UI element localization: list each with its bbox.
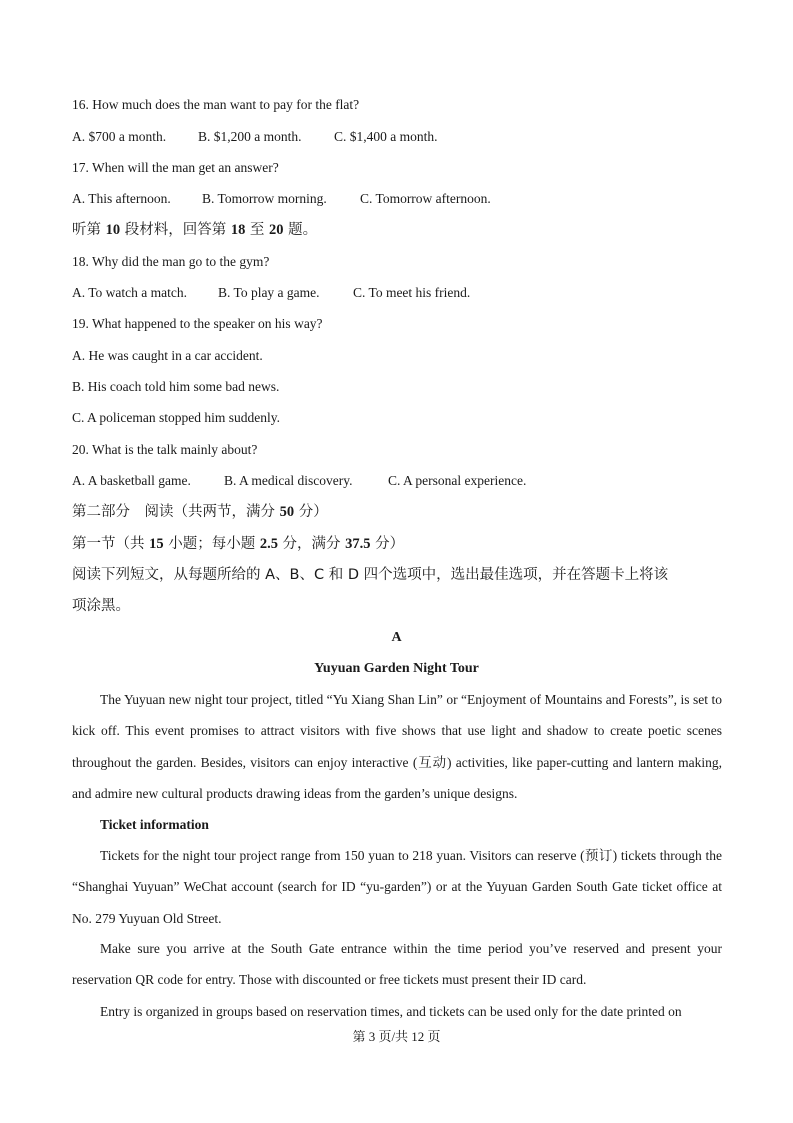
section-intro: 听第 10 段材料，回答第 18 至 20 题。 bbox=[72, 222, 318, 238]
option-b: B. His coach told him some bad news. bbox=[72, 379, 280, 394]
option-c: C. A personal experience. bbox=[388, 473, 527, 488]
question-16-options bbox=[72, 127, 438, 147]
ticket-info-heading: Ticket information bbox=[100, 817, 209, 832]
option-b: B. $1,200 a month. bbox=[198, 129, 302, 144]
question-20: 20. What is the talk mainly about? bbox=[72, 442, 258, 457]
question-16: 16. How much does the man want to pay for the flat? bbox=[72, 97, 360, 112]
page-footer: 第 3 页/共 12 页 bbox=[352, 1029, 441, 1044]
option-c: C. A policeman stopped him suddenly. bbox=[72, 410, 280, 425]
passage-title: Yuyuan Garden Night Tour bbox=[314, 661, 479, 676]
question-20-options bbox=[72, 471, 526, 491]
question-18-options bbox=[72, 283, 470, 303]
passage-letter: A bbox=[391, 630, 402, 645]
section1-heading: 第一节（共 15 小题；每小题 2.5 分，满分 37.5 分） bbox=[72, 536, 405, 552]
passage-paragraph-2: Tickets for the night tour project range from 150 yuan to 218 yuan. Visitors can reserve (预订) tickets through the “Shanghai Yuyuan” WeChat account (search for ID “yu-garden”) or at the Yuyuan Garden South Gate ticket office at No. 279 Yuyuan Old Street. bbox=[72, 848, 722, 926]
option-c: C. To meet his friend. bbox=[353, 285, 471, 300]
option-a: A. This afternoon. bbox=[72, 191, 171, 206]
part2-heading: 第二部分 阅读（共两节，满分 50 分） bbox=[72, 504, 328, 520]
instructions-line-2: 项涂黑。 bbox=[72, 598, 130, 614]
option-b: B. A medical discovery. bbox=[224, 473, 353, 488]
option-a: A. He was caught in a car accident. bbox=[72, 348, 263, 363]
option-c: C. Tomorrow afternoon. bbox=[360, 191, 491, 206]
question-19: 19. What happened to the speaker on his way? bbox=[72, 316, 323, 331]
option-c: C. $1,400 a month. bbox=[334, 129, 438, 144]
option-b: B. To play a game. bbox=[218, 285, 320, 300]
passage-paragraph-4: Entry is organized in groups based on reservation times, and tickets can be used only for the date printed on bbox=[100, 1004, 682, 1019]
passage-paragraph-3: Make sure you arrive at the South Gate entrance within the time period you’ve reserved and present your reservation QR code for entry. Those with discounted or free tickets must present their ID card. bbox=[72, 941, 722, 988]
option-a: A. A basketball game. bbox=[72, 473, 191, 488]
question-18: 18. Why did the man go to the gym? bbox=[72, 254, 270, 269]
question-17-options bbox=[72, 189, 491, 209]
question-17: 17. When will the man get an answer? bbox=[72, 160, 279, 175]
option-a: A. To watch a match. bbox=[72, 285, 188, 300]
instructions-line-1: 阅读下列短文，从每题所给的 A、B、C 和 D 四个选项中，选出最佳选项，并在答题卡上将该 bbox=[72, 567, 669, 583]
option-a: A. $700 a month. bbox=[72, 129, 167, 144]
passage-paragraph-1: The Yuyuan new night tour project, titled “Yu Xiang Shan Lin” or “Enjoyment of Mountains and Forests”, is set to kick off. This event promises to attract visitors with five shows that use light and shadow to create poetic scenes throughout the garden. Besides, visitors can enjoy interactive (互动) activities, like paper-cutting and lantern making, and admire new cultural products drawing ideas from the garden’s unique designs. bbox=[72, 692, 722, 801]
option-b: B. Tomorrow morning. bbox=[202, 191, 327, 206]
